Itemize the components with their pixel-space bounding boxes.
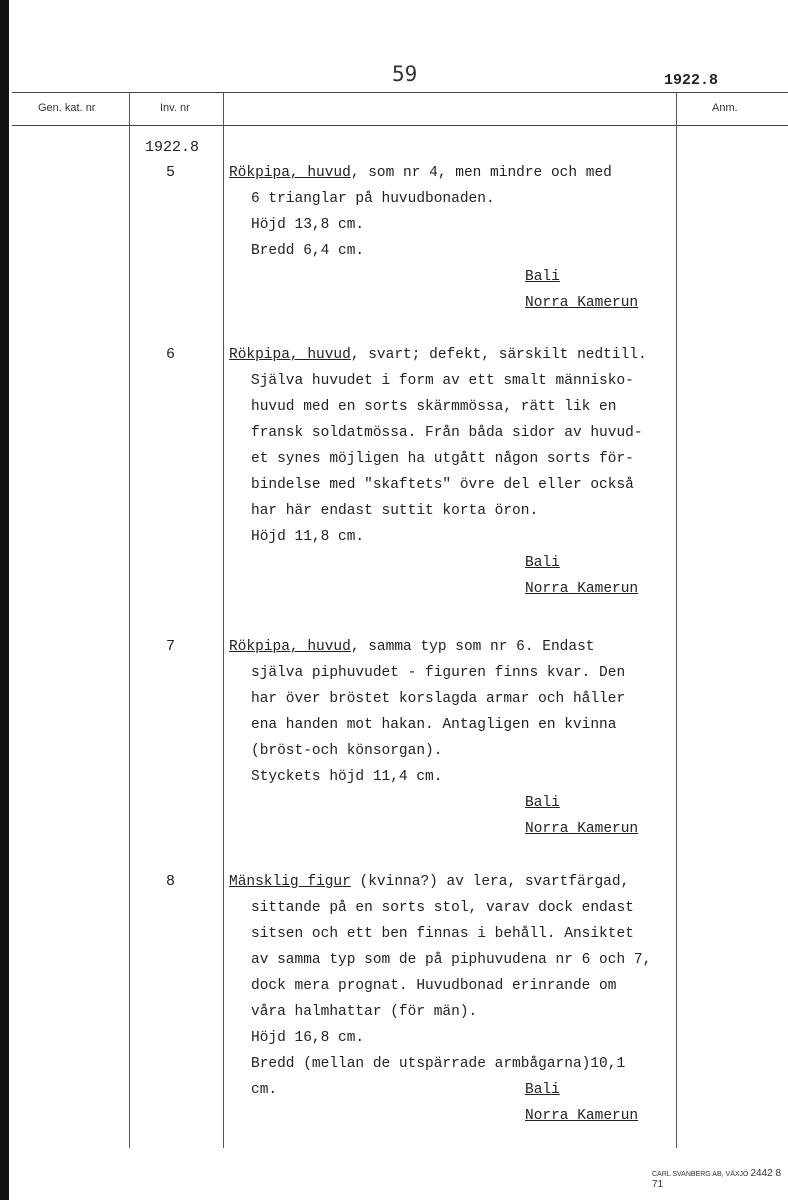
header-inv-nr: Inv. nr	[160, 102, 190, 114]
catalog-entry	[229, 634, 674, 842]
entry-line: sitsen och ett ben finnas i behåll. Ansiktet	[251, 926, 634, 942]
entry-line: Höjd 13,8 cm.	[251, 217, 365, 233]
accession-label: 1922.8	[145, 139, 200, 156]
place-bali: Bali	[525, 555, 560, 571]
column-divider	[223, 92, 224, 1148]
entry-line: fransk soldatmössa. Från båda sidor av huvud-	[251, 425, 643, 441]
entry-line: bindelse med "skaftets" övre del eller också	[251, 477, 634, 493]
entry-line: huvud med en sorts skärmmössa, rätt lik en	[251, 399, 617, 415]
place-region: Norra Kamerun	[525, 821, 639, 837]
place-bali: Bali	[525, 269, 560, 285]
place-region: Norra Kamerun	[525, 1108, 639, 1124]
entry-line: , svart; defekt, särskilt nedtill.	[350, 347, 647, 363]
entry-line: (bröst-och könsorgan).	[251, 743, 443, 759]
entry-line: har här endast suttit korta öron.	[251, 503, 539, 519]
header-gen-kat-nr: Gen. kat. nr	[38, 102, 96, 114]
entry-line: Själva huvudet i form av ett smalt människo-	[251, 373, 634, 389]
entry-line: 6 trianglar på huvudbonaden.	[251, 191, 495, 207]
place-region: Norra Kamerun	[525, 581, 639, 597]
inv-number: 6	[166, 346, 176, 363]
entry-line: , samma typ som nr 6. Endast	[350, 639, 595, 655]
entry-title: Rökpipa, huvud	[229, 639, 351, 655]
inv-number: 7	[166, 638, 176, 655]
page-number: 59	[392, 62, 418, 86]
inv-number: 8	[166, 873, 176, 890]
entry-line: Bredd (mellan de utspärrade armbågarna)10,1	[251, 1056, 626, 1072]
entry-line: Styckets höjd 11,4 cm.	[251, 769, 443, 785]
binding-edge	[0, 0, 9, 1200]
entry-line: sittande på en sorts stol, varav dock endast	[251, 900, 634, 916]
place-region: Norra Kamerun	[525, 295, 639, 311]
catalog-entry	[229, 342, 674, 602]
printer-name: CARL SVANBERG AB, VÄXJÖ	[652, 1171, 749, 1178]
entry-line: dock mera prognat. Huvudbonad erinrande om	[251, 978, 617, 994]
page-accession: 1922.8	[664, 72, 719, 89]
header-anm: Anm.	[712, 102, 738, 114]
entry-line: själva piphuvudet - figuren finns kvar. Den	[251, 665, 626, 681]
entry-line: ena handen mot hakan. Antagligen en kvinna	[251, 717, 617, 733]
entry-title: Rökpipa, huvud	[229, 165, 351, 181]
entry-line: (kvinna?) av lera, svartfärgad,	[350, 874, 630, 890]
entry-line: Höjd 11,8 cm.	[251, 529, 365, 545]
catalog-entry	[229, 869, 674, 1129]
place-bali: Bali	[525, 795, 560, 811]
entry-title: Rökpipa, huvud	[229, 347, 351, 363]
column-divider	[676, 92, 677, 1148]
printer-imprint	[652, 1168, 788, 1190]
catalog-entry	[229, 160, 674, 316]
column-divider	[129, 92, 130, 1148]
entry-line: et synes möjligen ha utgått någon sorts för-	[251, 451, 634, 467]
place-bali: Bali	[525, 1082, 560, 1098]
entry-title: Mänsklig figur	[229, 874, 351, 890]
entry-line: Bredd 6,4 cm.	[251, 243, 365, 259]
entry-line: , som nr 4, men mindre och med	[350, 165, 612, 181]
entry-line: Höjd 16,8 cm.	[251, 1030, 365, 1046]
entry-line: har över bröstet korslagda armar och håller	[251, 691, 626, 707]
entry-line: cm.	[251, 1082, 278, 1098]
form-code: 2442 8 71	[652, 1168, 782, 1190]
entry-line: våra halmhattar (för män).	[251, 1004, 478, 1020]
entry-line: av samma typ som de på piphuvudena nr 6 och 7,	[251, 952, 652, 968]
inv-number: 5	[166, 164, 176, 181]
